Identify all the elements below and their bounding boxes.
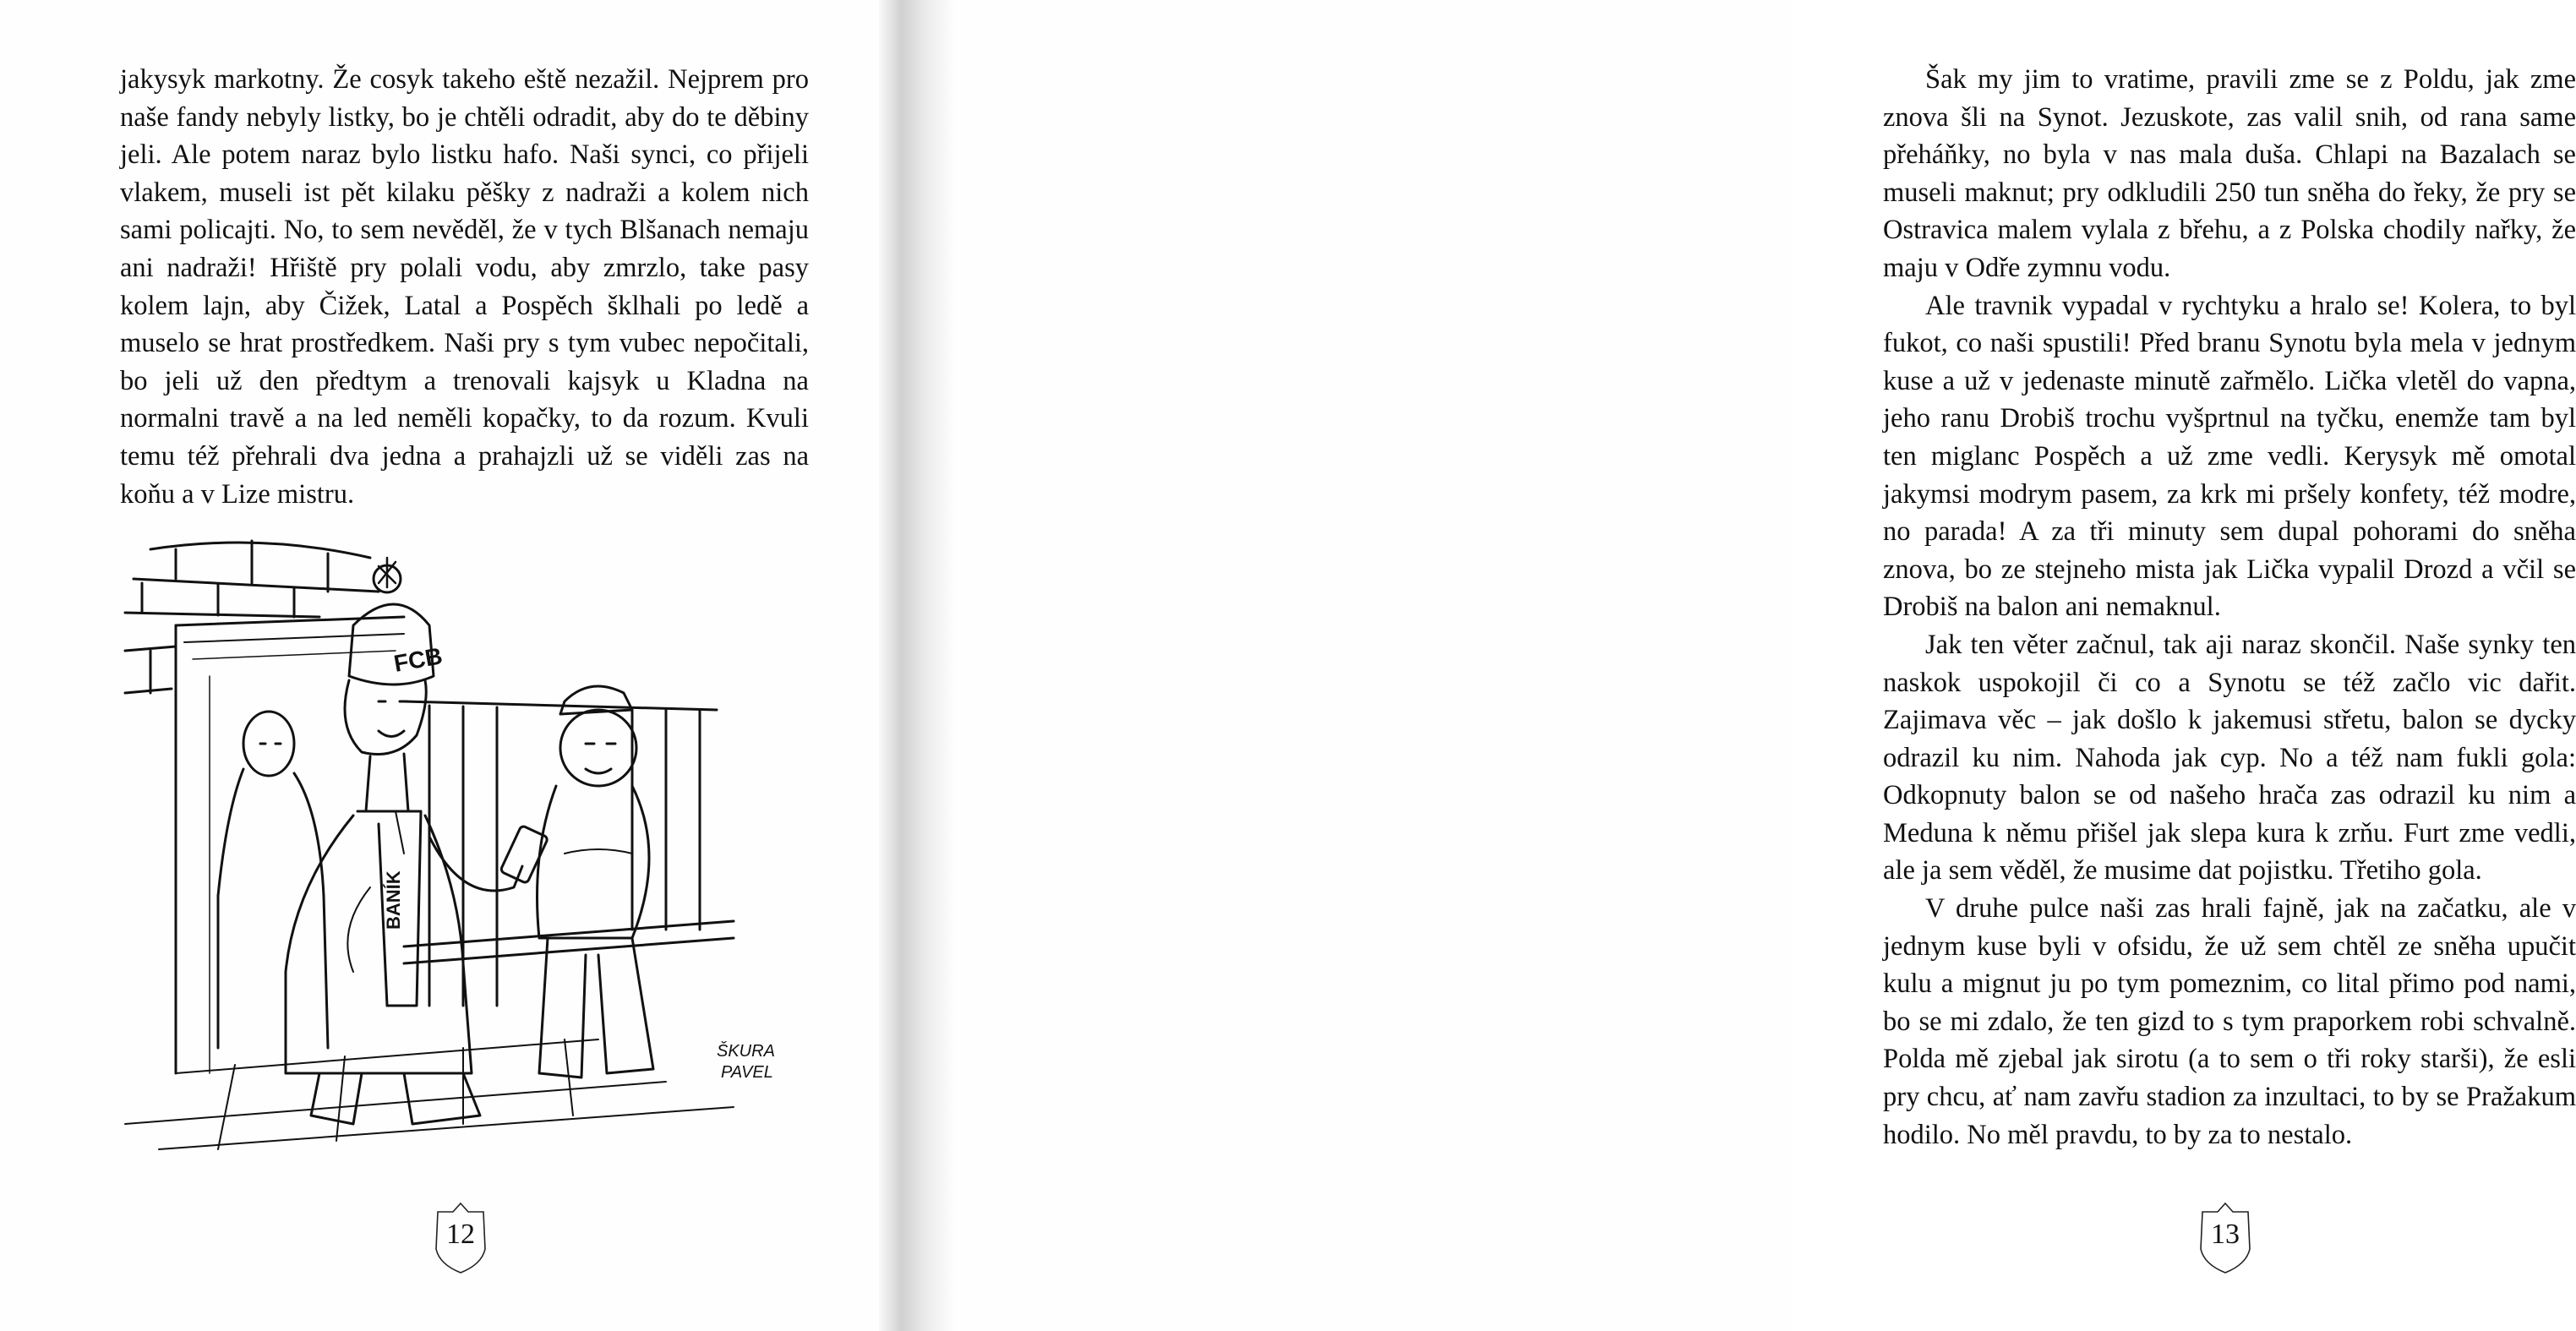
cartoon-illustration (125, 532, 818, 1149)
main-character (286, 558, 548, 1124)
brick-wall (125, 541, 379, 693)
right-paragraph-4: V druhe pulce naši zas hrali fajně, jak na začatku, ale v jednym kuse byli v ofsidu, že už sem chtěl ze sněha upučit kulu a mignut ju po tym pomeznim, co lital přimo pod nami, bo se mi zdalo, že ten gizd to s tym praporkem robi schvalně. Polda mě zjebal jak sirotu (a to sem o tři roky starši), že esli pry chcu, ať nam zavřu stadion za inzultaci, to by se Pražakum hodilo. No měl pravdu, to by za to nestalo. (1883, 893, 2576, 1150)
page-number-left-label: 12 (446, 1219, 475, 1250)
artist-signature-line1: ŠKURA (717, 1042, 775, 1061)
right-paragraph-3: Jak ten věter začnul, tak aji naraz skončil. Naše synky ten naskok uspokojil či co a Synotu se též začlo vic dařit. Zajimava věc – jak došlo k jakemusi střetu, balon se dycky odrazil ku nim. Nahoda jak cyp. No a též nam fukli gola: Odkopnuty balon se od našeho hrača zas odrazil ku nim a Meduna k němu přišel jak slepa kura k zrňu. Furt zme vedli, ale ja sem věděl, že musime dat pojistku. Třetiho gola. (1883, 629, 2576, 886)
artist-signature-line2: PAVEL (721, 1063, 773, 1082)
right-paragraph-1: Šak my jim to vratime, pravili zme se z Poldu, jak zme znova šli na Synot. Jezuskote, zas valil snih, od rana same přeháňky, no byla v nas mala duša. Chlapi na Bazalach se museli maknut; pry odkludili 250 tun sněha do řeky, že pry se Ostravica malem vylala z břehu, a z Polska chodily nařky, že maju v Odře zymnu vodu. (1883, 64, 2576, 283)
left-page (0, 0, 886, 1331)
ground (125, 1039, 734, 1149)
page-number-right (2196, 1200, 2255, 1276)
right-paragraph-2: Ale travnik vypadal v rychtyku a hralo se! Kolera, to byl fukot, co naši spustili! Před branu Synotu byla mela v jednym kuse a už v jedenaste minutě zařmělo. Lička vletěl do vapna, jeho ranu Drobiš trochu vyšprtnul na tyčku, enemže tam byl ten miglanc Pospěch a už zme vedli. Kerysyk mě omotal jakymsi modrym pasem, za krk mi pršely konfety, též modre, no parada! A za tři minuty sem dupal pohorami do sněha znova, bo ze stejneho mista jak Lička vypalil Drozd a včil se Drobiš na balon ani nemaknul. (1883, 290, 2576, 623)
page-number-right-label: 13 (2211, 1219, 2240, 1250)
second-character (538, 686, 654, 1077)
left-page-text (120, 61, 809, 513)
right-page (886, 0, 2576, 1331)
book-gutter (879, 0, 955, 1331)
fence (404, 701, 734, 1006)
scarf-text: BANÍK (383, 870, 404, 930)
left-paragraph: jakysyk markotny. Že cosyk takeho eště nezažil. Nejprem pro naše fandy nebyly listky, bo je chtěli odradit, aby do te děbiny jeli. Ale potem naraz bylo listku hafo. Naši synci, co přijeli vlakem, museli ist pět kilaku pěšky z nadraži a kolem nich sami policajti. No, to sem nevěděl, že v tych Blšanach nemaju ani nadraži! Hřiště pry polali vodu, aby zmrzlo, take pasy kolem lajn, aby Čižek, Latal a Pospěch šklhali po ledě a muselo se hrat prostředkem. Naši pry s tym vubec nepočitali, bo jeli už den předtym a trenovali kajsyk u Kladna na normalni travě a na led neměli kopačky, to da rozum. Kvuli temu též přehrali dva jedna a prahajzli už se viděli zas na koňu a v Lize mistru. (120, 64, 809, 510)
page-number-left (431, 1200, 490, 1276)
cap-text: FCB (391, 642, 445, 677)
right-page-text (1883, 61, 2576, 1154)
doorway (176, 617, 404, 1073)
